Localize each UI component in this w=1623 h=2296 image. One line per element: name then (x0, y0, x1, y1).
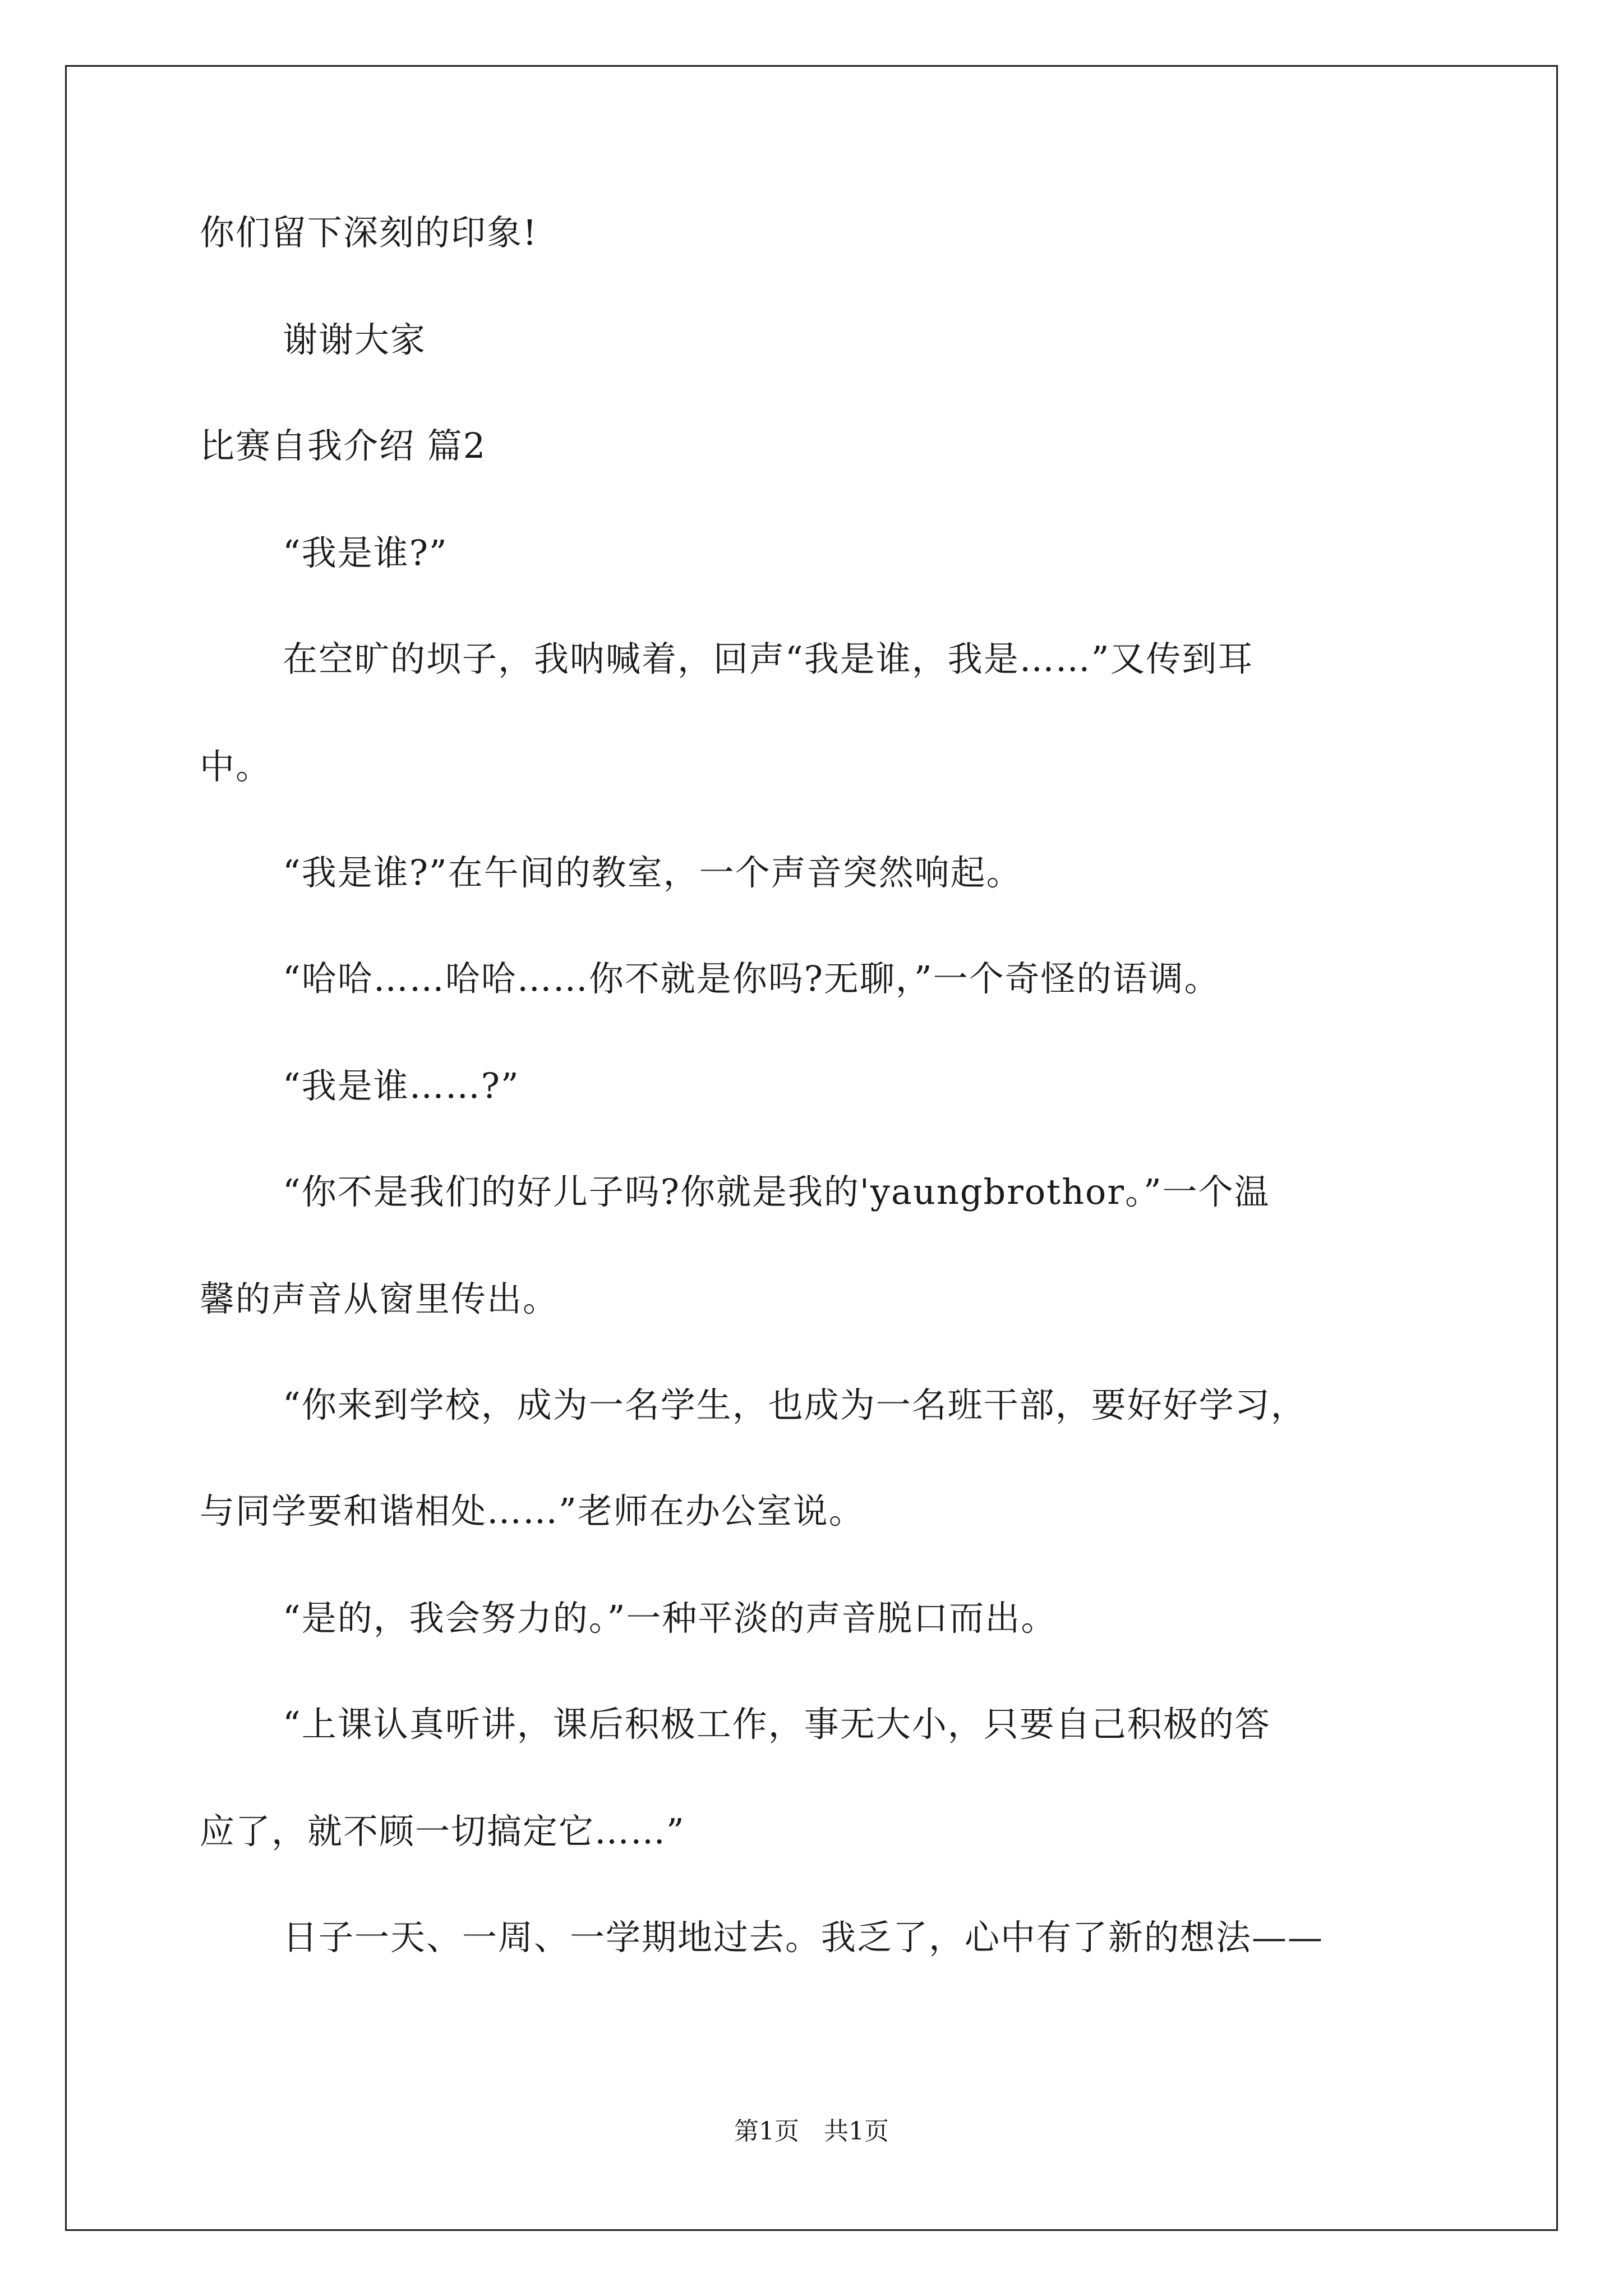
paragraph-line: “我是谁?” (283, 532, 448, 573)
paragraph-line: 谢谢大家 (283, 319, 427, 360)
paragraph-line: “我是谁?”在午间的教室，一个声音突然响起。 (283, 852, 1022, 893)
paragraph-line: 馨的声音从窗里传出。 (200, 1278, 559, 1319)
paragraph-line: “我是谁……?” (283, 1065, 520, 1106)
page-footer: 第1页 共1页 (734, 2117, 889, 2146)
paragraph-line: “上课认真听讲，课后积极工作，事无大小，只要自己积极的答 (283, 1704, 1271, 1745)
section-heading: 比赛自我介绍 篇2 (200, 425, 487, 466)
paragraph-line: “哈哈……哈哈……你不就是你吗?无聊，”一个奇怪的语调。 (283, 958, 1220, 999)
paragraph-line: 中。 (200, 746, 272, 787)
paragraph-line: 应了，就不顾一切搞定它……” (200, 1811, 685, 1852)
paragraph-line: “你不是我们的好儿子吗?你就是我的'yaungbrothor。”一个温 (283, 1171, 1270, 1212)
paragraph-line: 日子一天、一周、一学期地过去。我乏了，心中有了新的想法—— (283, 1917, 1324, 1958)
paragraph-line: 与同学要和谐相处……”老师在办公室说。 (200, 1490, 865, 1531)
paragraph-line: 在空旷的坝子，我呐喊着，回声“我是谁，我是……”又传到耳 (283, 638, 1254, 679)
paragraph-line: “是的，我会努力的。”一种平淡的声音脱口而出。 (283, 1598, 1057, 1639)
page-border (65, 65, 1558, 2231)
paragraph-line: “你来到学校，成为一名学生，也成为一名班干部，要好好学习， (283, 1384, 1307, 1425)
paragraph-line: 你们留下深刻的印象! (200, 212, 538, 253)
